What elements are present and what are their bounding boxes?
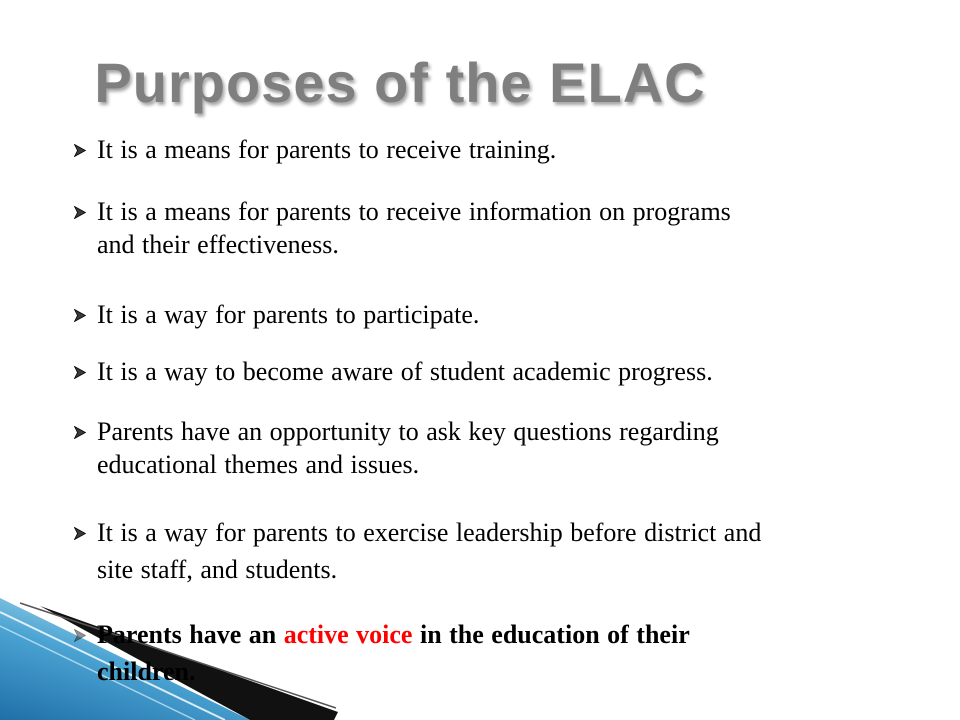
bullet-text-part: in the education of their xyxy=(412,620,690,649)
bullet-text: Parents have an opportunity to ask key questions regarding xyxy=(97,417,719,446)
arrowhead-bullet-icon xyxy=(74,144,86,157)
slide-title: Purposes of the ELAC xyxy=(94,51,706,114)
bullet-text: It is a way to become aware of student academic progress. xyxy=(97,357,713,386)
bullet-text: and their effectiveness. xyxy=(97,230,339,259)
bullet-text: It is a way for parents to exercise leadership before district and xyxy=(97,518,762,547)
arrowhead-bullet-icon xyxy=(74,366,86,379)
arrowhead-bullet-icon xyxy=(74,527,86,540)
bullet-text-emphasis xyxy=(97,620,690,650)
bullet-text: site staff, and students. xyxy=(97,555,338,584)
bullet-text-part: Parents have an xyxy=(97,620,284,649)
arrowhead-bullet-icon xyxy=(74,309,86,322)
highlighted-text: active voice xyxy=(283,620,413,649)
arrowhead-bullet-icon xyxy=(74,629,86,642)
bullet-text: It is a means for parents to receive training. xyxy=(97,135,557,164)
arrowhead-bullet-icon xyxy=(74,426,86,439)
bullet-text: educational themes and issues. xyxy=(97,450,420,479)
bullet-text: It is a means for parents to receive information on programs xyxy=(97,197,731,226)
bullet-text: It is a way for parents to participate. xyxy=(97,300,480,329)
bullet-text-emphasis: children. xyxy=(97,657,196,686)
arrowhead-bullet-icon xyxy=(74,206,86,219)
